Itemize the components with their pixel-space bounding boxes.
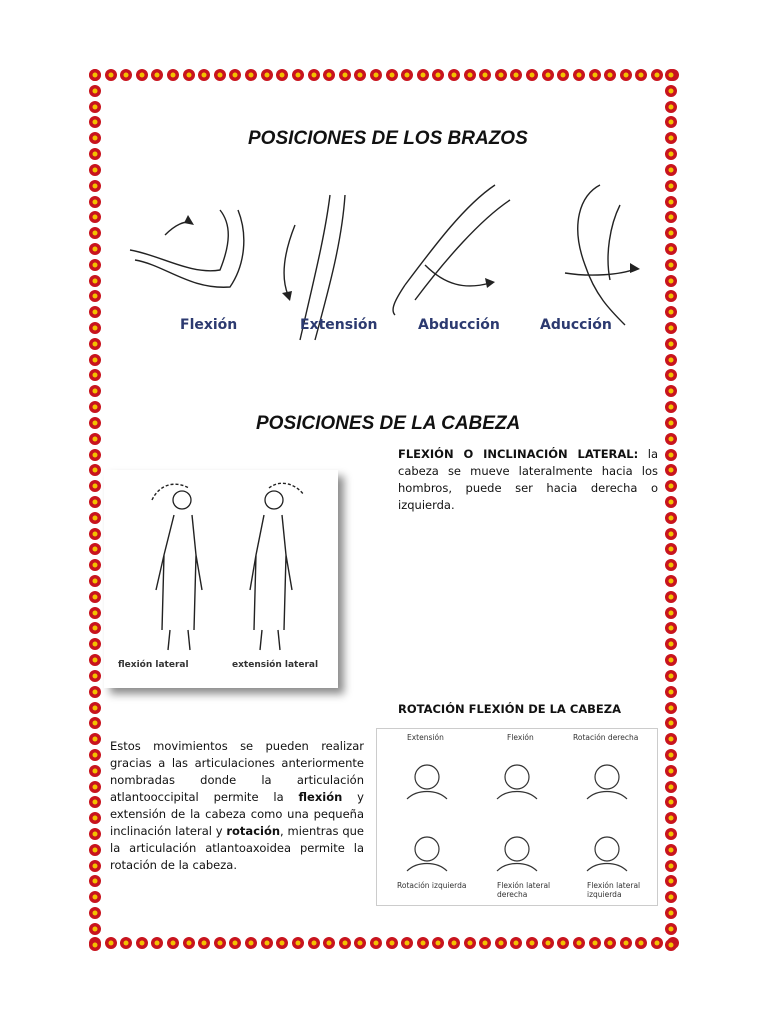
flower-icon [664, 274, 678, 288]
flower-icon [88, 574, 102, 588]
flower-icon [88, 416, 102, 430]
rotation-drawing [377, 729, 657, 905]
flower-icon [494, 936, 508, 950]
paragraph-bold-2: rotación [226, 824, 281, 838]
flower-icon [338, 936, 352, 950]
lateral-flexion-drawing [104, 470, 338, 688]
lateral-text: la cabeza se mueve lateralmente hacia los hombros, puede ser hacia derecha o izquierda. [398, 447, 659, 512]
flower-icon [338, 68, 352, 82]
flower-icon [88, 115, 102, 129]
flower-icon [634, 936, 648, 950]
flower-icon [104, 936, 118, 950]
flower-icon [664, 84, 678, 98]
flower-icon [88, 68, 102, 82]
flower-icon [88, 495, 102, 509]
flower-icon [88, 558, 102, 572]
flower-icon [664, 669, 678, 683]
flower-icon [88, 448, 102, 462]
flower-icon [88, 701, 102, 715]
flower-icon [182, 68, 196, 82]
flower-icon [664, 68, 678, 82]
decorative-border-top [88, 68, 680, 84]
flower-icon [213, 936, 227, 950]
flower-icon [664, 732, 678, 746]
flower-icon [664, 432, 678, 446]
flower-icon [291, 936, 305, 950]
flower-icon [104, 68, 118, 82]
flower-icon [541, 68, 555, 82]
flower-icon [88, 384, 102, 398]
flower-icon [228, 936, 242, 950]
flower-icon [135, 936, 149, 950]
flower-icon [88, 859, 102, 873]
flower-icon [664, 179, 678, 193]
flower-icon [213, 68, 227, 82]
flower-icon [88, 685, 102, 699]
flower-icon [478, 936, 492, 950]
paragraph-part-3: , mientras que la articulación atlantoaxoidea permite la rotación de la cabeza. [110, 824, 364, 872]
joint-paragraph [110, 738, 364, 874]
flower-icon [88, 226, 102, 240]
flower-icon [322, 68, 336, 82]
flower-icon [664, 337, 678, 351]
flower-icon [664, 258, 678, 272]
flower-icon [88, 606, 102, 620]
flower-icon [228, 68, 242, 82]
flower-icon [88, 938, 102, 952]
flower-icon [664, 606, 678, 620]
flower-icon [88, 716, 102, 730]
flower-icon [463, 68, 477, 82]
flower-icon [88, 795, 102, 809]
flower-icon [119, 68, 133, 82]
flower-icon [664, 748, 678, 762]
flower-icon [556, 936, 570, 950]
flower-icon [88, 163, 102, 177]
flower-icon [509, 936, 523, 950]
flower-icon [603, 68, 617, 82]
flower-icon [664, 353, 678, 367]
paragraph-bold-1: flexión [298, 790, 343, 804]
head-title: POSICIONES DE LA CABEZA [256, 413, 521, 434]
decorative-border-bottom [88, 936, 680, 952]
figure-label-lateral-flexion: flexión lateral [118, 660, 189, 670]
flower-icon [603, 936, 617, 950]
flower-icon [664, 305, 678, 319]
rotation-label-left: Rotación izquierda [397, 881, 467, 890]
flower-icon [88, 874, 102, 888]
flower-icon [88, 748, 102, 762]
flower-icon [88, 542, 102, 556]
flower-icon [650, 936, 664, 950]
flower-icon [88, 637, 102, 651]
flower-icon [88, 131, 102, 145]
flower-icon [664, 226, 678, 240]
flower-icon [150, 936, 164, 950]
arms-title: POSICIONES DE LOS BRAZOS [248, 128, 528, 149]
flower-icon [664, 827, 678, 841]
flower-icon [88, 669, 102, 683]
arm-flexion-drawing [130, 210, 244, 287]
flower-icon [664, 795, 678, 809]
rotation-label-lateral-right: Flexión lateral derecha [497, 881, 551, 899]
flower-icon [88, 511, 102, 525]
flower-icon [664, 115, 678, 129]
flower-icon [182, 936, 196, 950]
flower-icon [88, 100, 102, 114]
flower-icon [88, 906, 102, 920]
flower-icon [197, 936, 211, 950]
flower-icon [385, 68, 399, 82]
flower-icon [88, 479, 102, 493]
flower-icon [664, 874, 678, 888]
flower-icon [166, 936, 180, 950]
decorative-border-left [88, 68, 104, 952]
figure-label-lateral-extension: extensión lateral [232, 660, 319, 670]
flower-icon [369, 68, 383, 82]
paragraph-part-1: Estos movimientos se pueden realizar gracias a las articulaciones anteriormente nombradas donde la articulación atlantooccipital permite la [110, 739, 364, 804]
flower-icon [353, 68, 367, 82]
flower-icon [494, 68, 508, 82]
flower-icon [664, 574, 678, 588]
flower-icon [431, 936, 445, 950]
flower-icon [572, 68, 586, 82]
flower-icon [88, 621, 102, 635]
flower-icon [664, 527, 678, 541]
flower-icon [525, 936, 539, 950]
flower-icon [88, 780, 102, 794]
flower-icon [664, 448, 678, 462]
flower-icon [556, 68, 570, 82]
flower-icon [664, 131, 678, 145]
flower-icon [664, 558, 678, 572]
flower-icon [88, 843, 102, 857]
rotation-heading: ROTACIÓN FLEXIÓN DE LA CABEZA [398, 702, 622, 716]
flower-icon [385, 936, 399, 950]
flower-icon [197, 68, 211, 82]
flower-icon [431, 68, 445, 82]
flower-icon [88, 353, 102, 367]
flower-icon [88, 368, 102, 382]
flower-icon [664, 906, 678, 920]
flower-icon [88, 84, 102, 98]
rotation-label-flexion: Flexión [507, 733, 534, 742]
flower-icon [275, 936, 289, 950]
flower-icon [664, 590, 678, 604]
flower-icon [664, 716, 678, 730]
rotation-figure [376, 728, 658, 906]
flower-icon [664, 859, 678, 873]
flower-icon [88, 210, 102, 224]
flower-icon [619, 68, 633, 82]
flower-icon [88, 400, 102, 414]
flower-icon [135, 68, 149, 82]
flower-icon [478, 68, 492, 82]
flower-icon [664, 621, 678, 635]
flower-icon [664, 542, 678, 556]
paragraph-part-2: y extensión de la cabeza como una pequeña inclinación lateral y [110, 790, 364, 838]
flower-icon [88, 321, 102, 335]
flower-icon [88, 890, 102, 904]
decorative-border-right [664, 68, 680, 952]
flower-icon [88, 764, 102, 778]
flower-icon [369, 936, 383, 950]
flower-icon [664, 922, 678, 936]
flower-icon [88, 195, 102, 209]
flower-icon [447, 936, 461, 950]
flower-icon [664, 637, 678, 651]
flower-icon [650, 68, 664, 82]
flower-icon [88, 590, 102, 604]
flower-icon [664, 495, 678, 509]
flower-icon [664, 685, 678, 699]
flower-icon [88, 922, 102, 936]
flower-icon [664, 100, 678, 114]
flower-icon [664, 321, 678, 335]
flower-icon [88, 179, 102, 193]
flower-icon [260, 68, 274, 82]
rotation-label-right: Rotación derecha [573, 733, 639, 742]
flower-icon [664, 764, 678, 778]
flower-icon [447, 68, 461, 82]
flower-icon [88, 732, 102, 746]
flower-icon [88, 811, 102, 825]
flower-icon [664, 479, 678, 493]
flower-icon [244, 68, 258, 82]
flower-icon [88, 274, 102, 288]
flower-icon [664, 384, 678, 398]
flower-icon [119, 936, 133, 950]
rotation-label-extension: Extensión [407, 733, 444, 742]
flower-icon [664, 511, 678, 525]
flower-icon [166, 68, 180, 82]
flower-icon [400, 936, 414, 950]
flower-icon [353, 936, 367, 950]
flower-icon [88, 289, 102, 303]
flower-icon [664, 780, 678, 794]
flower-icon [416, 68, 430, 82]
flower-icon [260, 936, 274, 950]
flower-icon [307, 936, 321, 950]
flower-icon [572, 936, 586, 950]
flower-icon [291, 68, 305, 82]
flower-icon [150, 68, 164, 82]
arm-adduction-drawing [565, 185, 640, 325]
flower-icon [244, 936, 258, 950]
flower-icon [275, 68, 289, 82]
arm-abduction-drawing [393, 185, 510, 315]
flower-icon [664, 463, 678, 477]
flower-icon [664, 368, 678, 382]
flower-icon [664, 653, 678, 667]
flower-icon [588, 936, 602, 950]
flower-icon [664, 289, 678, 303]
flower-icon [664, 416, 678, 430]
flower-icon [664, 938, 678, 952]
flower-icon [664, 400, 678, 414]
flower-icon [619, 936, 633, 950]
flower-icon [88, 147, 102, 161]
flower-icon [664, 843, 678, 857]
arm-label-abduction: Abducción [418, 317, 500, 333]
flower-icon [88, 527, 102, 541]
flower-icon [664, 147, 678, 161]
flower-icon [664, 701, 678, 715]
flower-icon [664, 210, 678, 224]
flower-icon [88, 242, 102, 256]
flower-icon [525, 68, 539, 82]
flower-icon [88, 337, 102, 351]
flower-icon [88, 305, 102, 319]
flower-icon [88, 258, 102, 272]
flower-icon [664, 890, 678, 904]
arm-label-adduction: Aducción [540, 317, 612, 333]
flower-icon [88, 432, 102, 446]
flower-icon [463, 936, 477, 950]
lateral-description [398, 446, 658, 514]
arm-label-flexion: Flexión [180, 317, 238, 333]
flower-icon [416, 936, 430, 950]
flower-icon [664, 195, 678, 209]
flower-icon [509, 68, 523, 82]
flower-icon [307, 68, 321, 82]
flower-icon [664, 242, 678, 256]
lateral-heading: FLEXIÓN O INCLINACIÓN LATERAL: [398, 447, 639, 461]
flower-icon [88, 653, 102, 667]
arm-label-extension: Extensión [300, 317, 378, 333]
flower-icon [634, 68, 648, 82]
flower-icon [88, 827, 102, 841]
flower-icon [664, 811, 678, 825]
lateral-flexion-figure [104, 470, 338, 688]
flower-icon [664, 163, 678, 177]
flower-icon [322, 936, 336, 950]
flower-icon [88, 463, 102, 477]
flower-icon [541, 936, 555, 950]
flower-icon [588, 68, 602, 82]
flower-icon [400, 68, 414, 82]
rotation-label-lateral-left: Flexión lateral izquierda [587, 881, 641, 899]
